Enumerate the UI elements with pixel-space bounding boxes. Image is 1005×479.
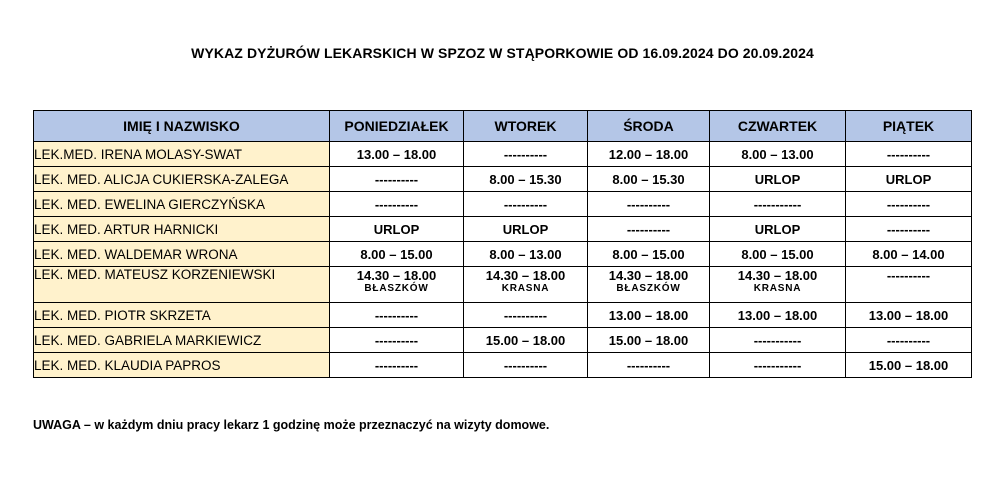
shift-hours: 13.00 – 18.00 [608, 307, 689, 323]
doctor-name: LEK. MED. GABRIELA MARKIEWICZ [34, 332, 262, 348]
shift-cell-thursday [710, 167, 846, 192]
shift-cell-friday [846, 142, 972, 167]
shift-cell-tuesday [464, 267, 588, 303]
doctor-name-cell [34, 328, 330, 353]
table-row [34, 303, 972, 328]
shift-hours: 8.00 – 14.00 [872, 246, 945, 262]
table-row [34, 328, 972, 353]
table-row [34, 242, 972, 267]
shift-hours: ---------- [626, 357, 671, 373]
shift-cell-thursday [710, 267, 846, 303]
shift-cell-monday [330, 192, 464, 217]
shift-cell-friday [846, 267, 972, 303]
shift-hours: URLOP [885, 171, 932, 187]
shift-cell-thursday [710, 242, 846, 267]
shift-cell-monday [330, 217, 464, 242]
header-row [34, 111, 972, 142]
shift-hours: 14.30 – 18.00 [485, 268, 566, 283]
shift-hours: 13.00 – 18.00 [868, 307, 949, 323]
shift-cell-tuesday [464, 142, 588, 167]
shift-cell-monday [330, 353, 464, 378]
shift-cell-thursday [710, 353, 846, 378]
header-friday: PIĄTEK [846, 111, 972, 142]
shift-cell-wednesday [588, 267, 710, 303]
doctor-name: LEK. MED. PIOTR SKRZETA [34, 307, 211, 323]
header-monday: PONIEDZIAŁEK [330, 111, 464, 142]
shift-location: KRASNA [501, 283, 550, 294]
shift-hours: ---------- [886, 268, 931, 283]
shift-location: BŁASZKÓW [364, 283, 429, 294]
shift-hours: ---------- [374, 196, 419, 212]
doctor-name: LEK. MED. WALDEMAR WRONA [34, 246, 238, 262]
shift-hours: 8.00 – 13.00 [741, 146, 814, 162]
shift-hours: URLOP [754, 171, 801, 187]
doctor-name-cell [34, 142, 330, 167]
shift-hours: 15.00 – 18.00 [485, 332, 566, 348]
duty-schedule-table [33, 110, 972, 378]
page-title: WYKAZ DYŻURÓW LEKARSKICH W SPZOZ W STĄPORKOWIE OD 16.09.2024 DO 20.09.2024 [191, 45, 814, 61]
shift-hours: ---------- [374, 357, 419, 373]
shift-hours: ---------- [374, 307, 419, 323]
shift-hours: 8.00 – 15.30 [489, 171, 562, 187]
shift-cell-monday [330, 142, 464, 167]
shift-cell-thursday [710, 328, 846, 353]
shift-cell-monday [330, 242, 464, 267]
shift-cell-wednesday [588, 217, 710, 242]
shift-hours: ---------- [886, 221, 931, 237]
shift-hours: 14.30 – 18.00 [356, 268, 437, 283]
doctor-name: LEK.MED. IRENA MOLASY-SWAT [34, 146, 243, 162]
shift-cell-tuesday [464, 303, 588, 328]
shift-hours: 8.00 – 15.00 [360, 246, 433, 262]
table-row [34, 353, 972, 378]
shift-cell-tuesday [464, 192, 588, 217]
shift-cell-tuesday [464, 328, 588, 353]
shift-location: KRASNA [753, 283, 802, 294]
shift-hours: ---------- [886, 332, 931, 348]
shift-hours: 8.00 – 15.00 [612, 246, 685, 262]
shift-cell-wednesday [588, 353, 710, 378]
shift-hours: 13.00 – 18.00 [737, 307, 818, 323]
table-row [34, 167, 972, 192]
header-thursday: CZWARTEK [710, 111, 846, 142]
shift-cell-wednesday [588, 167, 710, 192]
shift-hours: ---------- [374, 171, 419, 187]
doctor-name: LEK. MED. EWELINA GIERCZYŃSKA [34, 196, 266, 212]
doctor-name-cell [34, 167, 330, 192]
shift-hours: 8.00 – 15.00 [741, 246, 814, 262]
shift-cell-monday [330, 328, 464, 353]
shift-cell-monday [330, 303, 464, 328]
shift-cell-wednesday [588, 303, 710, 328]
header-tuesday: WTOREK [464, 111, 588, 142]
shift-cell-wednesday [588, 328, 710, 353]
doctor-name-cell [34, 242, 330, 267]
shift-hours: 14.30 – 18.00 [608, 268, 689, 283]
table-row [34, 217, 972, 242]
shift-cell-wednesday [588, 242, 710, 267]
shift-cell-tuesday [464, 242, 588, 267]
shift-hours: ---------- [503, 196, 548, 212]
doctor-name: LEK. MED. KLAUDIA PAPROS [34, 357, 221, 373]
shift-cell-thursday [710, 142, 846, 167]
doctor-name: LEK. MED. MATEUSZ KORZENIEWSKI [34, 267, 276, 282]
shift-hours: URLOP [373, 221, 420, 237]
shift-cell-friday [846, 328, 972, 353]
shift-cell-friday [846, 242, 972, 267]
shift-cell-tuesday [464, 353, 588, 378]
shift-hours: ---------- [886, 146, 931, 162]
shift-hours: URLOP [502, 221, 549, 237]
shift-cell-wednesday [588, 142, 710, 167]
shift-hours: ---------- [626, 221, 671, 237]
shift-hours: 8.00 – 13.00 [489, 246, 562, 262]
doctor-name-cell [34, 353, 330, 378]
shift-hours: 12.00 – 18.00 [608, 146, 689, 162]
shift-hours: 8.00 – 15.30 [612, 171, 685, 187]
shift-cell-friday [846, 353, 972, 378]
doctor-name: LEK. MED. ALICJA CUKIERSKA-ZALEGA [34, 171, 289, 187]
shift-cell-friday [846, 217, 972, 242]
shift-cell-thursday [710, 192, 846, 217]
table-row [34, 192, 972, 217]
doctor-name: LEK. MED. ARTUR HARNICKI [34, 221, 219, 237]
shift-hours: URLOP [754, 221, 801, 237]
shift-cell-monday [330, 167, 464, 192]
shift-hours: ---------- [626, 196, 671, 212]
shift-hours: ---------- [886, 196, 931, 212]
header-name: IMIĘ I NAZWISKO [34, 111, 330, 142]
table-row [34, 267, 972, 303]
shift-cell-tuesday [464, 217, 588, 242]
shift-hours: 14.30 – 18.00 [737, 268, 818, 283]
shift-hours: ---------- [503, 357, 548, 373]
header-wednesday: ŚRODA [588, 111, 710, 142]
doctor-name-cell [34, 267, 330, 303]
doctor-name-cell [34, 303, 330, 328]
shift-location: BŁASZKÓW [616, 283, 681, 294]
doctor-name-cell [34, 217, 330, 242]
shift-cell-friday [846, 303, 972, 328]
shift-cell-wednesday [588, 192, 710, 217]
shift-cell-thursday [710, 217, 846, 242]
shift-hours: 13.00 – 18.00 [356, 146, 437, 162]
shift-hours: 15.00 – 18.00 [608, 332, 689, 348]
shift-cell-thursday [710, 303, 846, 328]
shift-cell-monday [330, 267, 464, 303]
shift-hours: ---------- [374, 332, 419, 348]
shift-hours: ---------- [503, 146, 548, 162]
table-row [34, 142, 972, 167]
shift-cell-friday [846, 167, 972, 192]
shift-hours: ----------- [753, 357, 802, 373]
shift-cell-friday [846, 192, 972, 217]
shift-hours: ----------- [753, 332, 802, 348]
shift-cell-tuesday [464, 167, 588, 192]
note-text: UWAGA – w każdym dniu pracy lekarz 1 godzinę może przeznaczyć na wizyty domowe. [33, 418, 550, 432]
shift-hours: ----------- [753, 196, 802, 212]
shift-hours: 15.00 – 18.00 [868, 357, 949, 373]
doctor-name-cell [34, 192, 330, 217]
shift-hours: ---------- [503, 307, 548, 323]
